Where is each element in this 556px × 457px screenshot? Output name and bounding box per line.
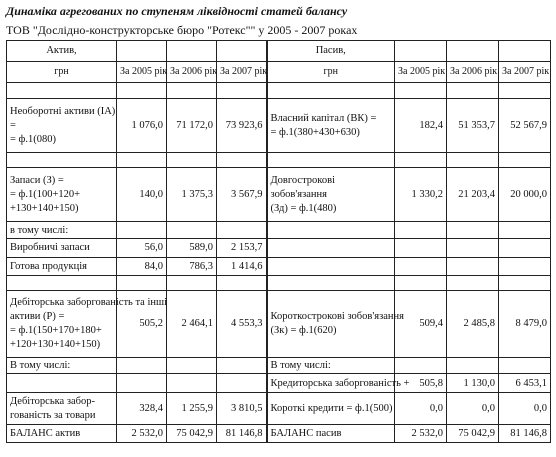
dzt-label: Дебіторська забор- гованість за товари: [7, 392, 117, 424]
year-col-3: За 2007 рік: [217, 61, 267, 82]
kredit-2006: 1 130,0: [447, 374, 499, 393]
vk-2005: 182,4: [395, 99, 447, 153]
year-col-4: За 2005 рік: [395, 61, 447, 82]
page-title: Динаміка агрегованих по ступеням ліквідності статей балансу: [6, 4, 348, 18]
year-col-1: За 2005 рік: [117, 61, 167, 82]
vz-label: Виробничі запаси: [7, 238, 117, 257]
year-col-2: За 2006 рік: [167, 61, 217, 82]
ba-2007: 81 146,8: [217, 425, 267, 443]
kz-2006: 2 485,8: [447, 290, 499, 357]
year-col-5: За 2006 рік: [447, 61, 499, 82]
ra-2005: 505,2: [117, 290, 167, 357]
kz-incl-label: В тому числі:: [267, 357, 395, 374]
vk-2006: 51 353,7: [447, 99, 499, 153]
ra-2007: 4 553,3: [217, 290, 267, 357]
vk-label: Власний капітал (ВК) = = ф.1(380+430+630): [267, 99, 395, 153]
z-2005: 140,0: [117, 168, 167, 222]
balance-table: [6, 40, 551, 443]
ba-2005: 2 532,0: [117, 425, 167, 443]
ia-2005: 1 076,0: [117, 99, 167, 153]
bl-2007: 81 146,8: [499, 425, 551, 443]
dzt-2006: 1 255,9: [167, 392, 217, 424]
gp-2007: 1 414,6: [217, 257, 267, 276]
table-row: [7, 257, 551, 276]
vk-2007: 52 567,9: [499, 99, 551, 153]
vz-2007: 2 153,7: [217, 238, 267, 257]
incl-label: в тому числі:: [7, 222, 117, 239]
table-row: [7, 168, 551, 222]
kz-label: Короткострокові зобов'язання (Зк) = ф.1(620): [267, 290, 395, 357]
ia-2006: 71 172,0: [167, 99, 217, 153]
dz-2005: 1 330,2: [395, 168, 447, 222]
ra-incl-label: В тому числі:: [7, 357, 117, 374]
table-row: [7, 392, 551, 424]
table-row: [7, 222, 551, 239]
liability-header: Пасив,: [267, 41, 395, 62]
header-row: [7, 41, 551, 62]
kp-2007: 0,0: [499, 392, 551, 424]
header-units-row: [7, 61, 551, 82]
z-2006: 1 375,3: [167, 168, 217, 222]
dzt-2005: 328,4: [117, 392, 167, 424]
dzt-2007: 3 810,5: [217, 392, 267, 424]
table-row: [7, 99, 551, 153]
kredit-2005: 505,8: [395, 374, 447, 393]
kp-label: Короткі кредити = ф.1(500): [267, 392, 395, 424]
balance-liab-label: БАЛАНС пасив: [267, 425, 395, 443]
page-subtitle: ТОВ "Дослідно-конструкторське бюро "Ротекс"" у 2005 - 2007 роках: [6, 23, 358, 37]
bl-2005: 2 532,0: [395, 425, 447, 443]
table-row: [7, 238, 551, 257]
table-row: [7, 357, 551, 374]
z-label: Запаси (З) = = ф.1(100+120+ +130+140+150): [7, 168, 117, 222]
z-2007: 3 567,9: [217, 168, 267, 222]
table-row: [7, 290, 551, 357]
year-col-6: За 2007 рік: [499, 61, 551, 82]
ra-label: Дебіторська заборгованість та інші активи (Р) = = ф.1(150+170+180+ +120+130+140+150): [7, 290, 117, 357]
kz-2005: 509,4: [395, 290, 447, 357]
dz-2007: 20 000,0: [499, 168, 551, 222]
kp-2005: 0,0: [395, 392, 447, 424]
table-row: [7, 374, 551, 393]
kp-2006: 0,0: [447, 392, 499, 424]
gp-2006: 786,3: [167, 257, 217, 276]
gp-2005: 84,0: [117, 257, 167, 276]
asset-unit: грн: [7, 61, 117, 82]
balance-row: [7, 425, 551, 443]
ia-2007: 73 923,6: [217, 99, 267, 153]
vz-2005: 56,0: [117, 238, 167, 257]
gp-label: Готова продукція: [7, 257, 117, 276]
dz-2006: 21 203,4: [447, 168, 499, 222]
kredit-2007: 6 453,1: [499, 374, 551, 393]
asset-header: Актив,: [7, 41, 117, 62]
bl-2006: 75 042,9: [447, 425, 499, 443]
balance-asset-label: БАЛАНС актив: [7, 425, 117, 443]
liability-unit: грн: [267, 61, 395, 82]
vz-2006: 589,0: [167, 238, 217, 257]
kredit-label: Кредиторська заборгованість +: [267, 374, 395, 393]
ra-2006: 2 464,1: [167, 290, 217, 357]
kz-2007: 8 479,0: [499, 290, 551, 357]
ia-label: Необоротні активи (ІА) = = ф.1(080): [7, 99, 117, 153]
dz-label: Довгострокові зобов'язання (Зд) = ф.1(480): [267, 168, 395, 222]
ba-2006: 75 042,9: [167, 425, 217, 443]
